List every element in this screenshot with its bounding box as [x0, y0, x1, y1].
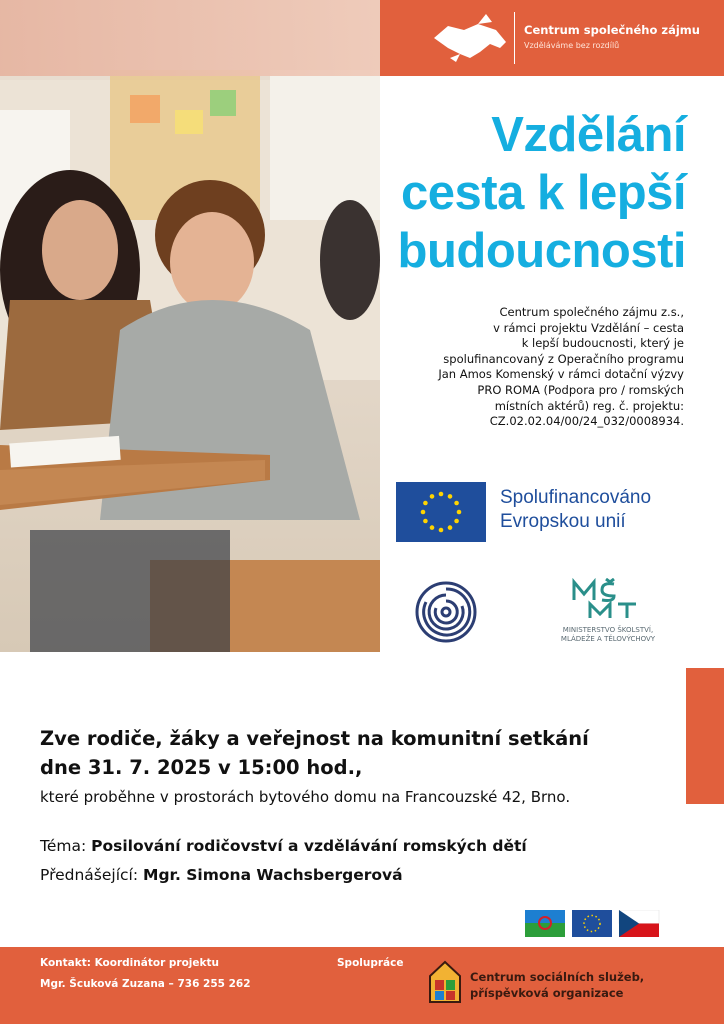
partner-name: [470, 969, 644, 1001]
brand-name: Centrum společného zájmu: [524, 23, 700, 37]
invitation-location: které proběhne v prostorách bytového domu na Francouzské 42, Brno.: [40, 788, 571, 806]
project-line: v rámci projektu Vzdělání – cesta: [493, 320, 684, 335]
invitation-date: dne 31. 7. 2025 v 15:00 hod.,: [40, 756, 363, 779]
partner-line: Centrum sociálních služeb,: [470, 970, 645, 984]
msmt-logo-icon: [570, 578, 642, 622]
contact-person: Mgr. Šcuková Zuzana – 736 255 262: [40, 978, 251, 990]
title-line: Vzdělání: [491, 108, 686, 162]
partner-line: příspěvková organizace: [470, 986, 624, 1000]
title-line: cesta k lepší: [401, 166, 686, 220]
brand-divider: [514, 12, 515, 64]
eu-star: [454, 501, 459, 506]
contact-label: Kontakt: Koordinátor projektu: [40, 957, 220, 969]
poster-title: [390, 106, 686, 280]
eu-star: [423, 519, 428, 524]
eu-star: [421, 510, 426, 515]
project-line: místních aktérů) reg. č. projektu:: [494, 398, 684, 413]
eu-cofinanced-text: [500, 486, 651, 534]
topic-block: [40, 832, 527, 890]
eu-line: Evropskou unií: [500, 511, 626, 532]
czech-flag-icon: [619, 910, 659, 937]
eu-star: [454, 519, 459, 524]
side-accent-bar: [686, 668, 724, 804]
title-line: budoucnosti: [397, 224, 686, 278]
eu-small-flag-icon: [572, 910, 612, 937]
handshake-icon: [430, 8, 510, 68]
project-line: PRO ROMA (Podpora pro / romských: [477, 382, 684, 397]
flags-row: [525, 910, 665, 940]
project-line: k lepší budoucnosti, který je: [521, 336, 684, 351]
eu-star: [430, 494, 435, 499]
eu-line: Spolufinancováno: [500, 487, 652, 508]
invitation: [40, 724, 589, 809]
cooperation-label: Spolupráce: [337, 957, 404, 969]
topic-value: Posilování rodičovství a vzdělávání romských dětí: [91, 837, 527, 855]
project-description: [394, 305, 684, 430]
eu-star: [457, 510, 462, 515]
project-line: Jan Amos Komenský v rámci dotační výzvy: [438, 367, 684, 382]
eu-flag-icon: [396, 482, 486, 542]
footer: [0, 947, 724, 1024]
op-jak-maze-icon: [414, 580, 478, 644]
photo-top-overlay: [0, 0, 380, 76]
romani-flag-icon: [525, 910, 565, 937]
eu-star: [423, 501, 428, 506]
speaker-name: Mgr. Simona Wachsbergerová: [143, 866, 403, 884]
eu-star: [439, 492, 444, 497]
eu-star: [448, 494, 453, 499]
hero-photo: [0, 0, 380, 652]
brand-tagline: Vzděláváme bez rozdílů: [524, 41, 620, 50]
project-line: Centrum společného zájmu z.s.,: [499, 305, 684, 319]
project-line: spolufinancovaný z Operačního programu: [443, 351, 684, 366]
speaker-label: Přednášející:: [40, 866, 144, 884]
topic-label: Téma:: [40, 837, 92, 855]
msmt-line: MLÁDEŽE A TĚLOVÝCHOVY: [560, 635, 656, 643]
msmt-text: [534, 626, 682, 644]
partner-logo-icon: [428, 960, 462, 1004]
speaker-row: [40, 861, 527, 890]
eu-star: [439, 528, 444, 533]
eu-star: [430, 525, 435, 530]
msmt-line: MINISTERSTVO ŠKOLSTVÍ,: [562, 626, 654, 634]
eu-star: [448, 525, 453, 530]
project-line: CZ.02.02.04/00/24_032/0008934.: [489, 414, 684, 429]
invitation-line: Zve rodiče, žáky a veřejnost na komunitní setkání: [40, 727, 589, 750]
topic-row: [40, 832, 527, 861]
